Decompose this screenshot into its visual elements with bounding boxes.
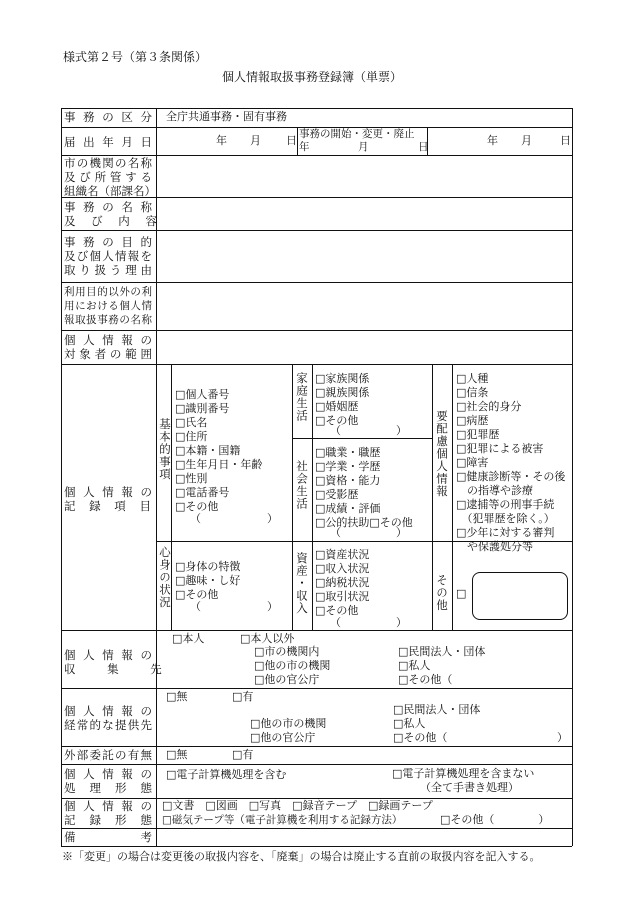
- mokuteki-label-2: 及び個人情報を: [64, 249, 152, 263]
- sonota-label: その他: [435, 574, 449, 612]
- teikyou-label-1: 個 人 情 報 の: [64, 704, 152, 718]
- kikan-label-1: 市の機関の名称: [64, 156, 152, 170]
- footer-note: ※「変更」の場合は変更後の取扱内容を、「廃棄」の場合は廃止する直前の取扱内容を記入する。: [62, 850, 541, 863]
- mokuteki-label-1: 事 務 の 目 的: [64, 235, 152, 249]
- teikyou-label-2: 経常的な提供先: [64, 718, 152, 732]
- teikyou-close: ）: [557, 731, 568, 744]
- r-tsuki: 月: [521, 134, 532, 147]
- shinshin-items: □身体の特徴 □趣味・し好 □その他: [175, 560, 241, 601]
- keitai-label-1: 個 人 情 報 の: [64, 799, 152, 813]
- kaishi-tsuki: 月: [358, 141, 369, 153]
- todoke-tsuki: 月: [250, 134, 261, 147]
- shushu-honnin-igai: □本人以外: [240, 632, 295, 645]
- r-hi: 日: [560, 134, 571, 147]
- todoke-hi: 日: [286, 134, 297, 147]
- sonota-bracket: [472, 572, 568, 620]
- kubun-value: 全庁共通事務・固有事務: [166, 110, 287, 123]
- form-number: 様式第２号（第３条関係）: [63, 50, 208, 64]
- gaibu-nashi: □無: [166, 748, 188, 761]
- katei-items: □家族関係 □親族関係 □婚姻歴 □その他: [315, 372, 370, 427]
- shushu-mid: □市の機関内 □他の市の機関 □他の官公庁: [254, 645, 331, 686]
- shori-right: □電子計算機処理を含まない: [392, 767, 535, 780]
- kihon-paren: （ ）: [190, 512, 278, 525]
- todoke-label: 届 出 年 月 日: [64, 135, 152, 149]
- jimu-name-label-2: 及 び 内 容: [64, 214, 163, 228]
- kihon-items: □個人番号 □識別番号 □氏名 □住所 □本籍・国籍 □生年月日・年齢 □性別 □電話番号 □その他: [175, 388, 263, 513]
- kikan-label-2: 及び所管する: [64, 170, 152, 184]
- gaibu-label: 外部委託の有無: [64, 748, 152, 762]
- kikan-label-3: 組織名（部課名）: [64, 184, 156, 198]
- kiroku-label-2: 記 録 項 目: [64, 499, 156, 513]
- shakai-label: 社会生活: [295, 460, 309, 510]
- kubun-label: 事 務 の 区 分: [64, 110, 152, 124]
- shakai-paren: （ ）: [330, 526, 407, 539]
- kaishi-nen: 年: [299, 141, 310, 153]
- keitai-line1: □文書 □図画 □写真 □録音テープ □録画テープ: [162, 799, 433, 812]
- katei-label: 家庭生活: [295, 372, 309, 422]
- todoke-nen: 年: [216, 134, 227, 147]
- teikyou-ari: □有: [232, 690, 254, 703]
- teikyou-nashi: □無: [166, 690, 188, 703]
- shushu-label-2: 収 集 先: [64, 662, 176, 676]
- shisan-items: □資産状況 □収入状況 □納税状況 □取引状況 □その他: [315, 548, 370, 617]
- teikyou-right: □民間法人・団体 □私人 □その他（: [393, 703, 481, 744]
- shisan-label: 資産・収入: [295, 552, 309, 615]
- shushu-honnin: □本人: [172, 632, 205, 645]
- kiroku-label-1: 個 人 情 報 の: [64, 485, 152, 499]
- r-nen: 年: [487, 134, 498, 147]
- shakai-items: □職業・職歴 □学業・学歴 □資格・能力 □受影歴 □成績・評価 □公的扶助□その他: [315, 446, 413, 529]
- shori-label-2: 処 理 形 態: [64, 781, 152, 795]
- riyou-label-3: 報取扱事務の名称: [64, 314, 152, 326]
- bikou-label: 備 考: [64, 830, 152, 844]
- keitai-line2b: □その他（ ）: [440, 813, 550, 826]
- jimu-name-label-1: 事 務 の 名 称: [64, 200, 152, 214]
- riyou-label-1: 利用目的以外の利: [64, 286, 152, 298]
- kaishi-hi: 日: [418, 141, 429, 153]
- keitai-label-2: 記 録 形 態: [64, 813, 152, 827]
- shori-left: □電子計算機処理を含む: [166, 768, 287, 781]
- keitai-line2a: □磁気テープ等（電子計算機を利用する記録方法）: [162, 814, 403, 826]
- shushu-right: □民間法人・団体 □私人 □その他（: [398, 645, 486, 686]
- taishou-label-2: 対 象 者 の 範 囲: [64, 347, 152, 361]
- youhairyo-label: 要配慮個人情報: [435, 410, 449, 498]
- youhairyo-items: □人種 □信条 □社会的身分 □病歴 □犯罪歴 □犯罪による被害 □障害 □健康診断等・その後 の指導や診療 □逮捕等の刑事手続 （犯罪歴を除く。） □少年に対する審判 や保護処分等: [456, 372, 566, 553]
- shinshin-label: 心身の状況: [158, 546, 172, 609]
- shushu-label-1: 個 人 情 報 の: [64, 648, 152, 662]
- shinshin-paren: （ ）: [190, 600, 278, 613]
- kaishi-label: 事務の開始・変更・廃止: [299, 128, 415, 140]
- shori-label-1: 個 人 情 報 の: [64, 767, 152, 781]
- shori-right-sub: （全て手書き処理）: [420, 781, 519, 794]
- shisan-paren: （ ）: [330, 616, 407, 629]
- riyou-label-2: 用における個人情: [64, 300, 152, 312]
- teikyou-mid: □他の市の機関 □他の官公庁: [250, 717, 327, 744]
- mokuteki-label-3: 取 り 扱 う 理 由: [64, 263, 152, 277]
- katei-paren: （ ）: [330, 424, 407, 437]
- gaibu-ari: □有: [232, 748, 254, 761]
- form-title: 個人情報取扱事務登録簿（単票）: [222, 70, 403, 84]
- kihon-label: 基本的事項: [158, 418, 172, 481]
- sonota-box: □: [456, 587, 467, 600]
- taishou-label-1: 個 人 情 報 の: [64, 333, 152, 347]
